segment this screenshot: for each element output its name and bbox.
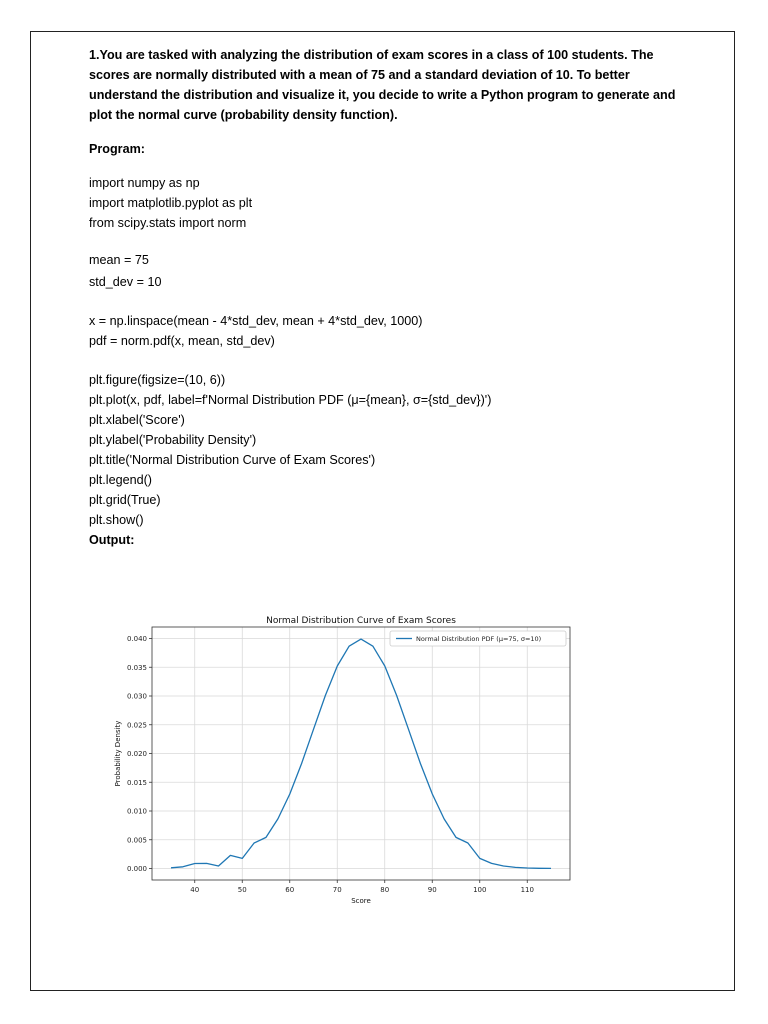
x-tick-label: 70 [332,886,342,894]
y-tick-label: 0.020 [126,750,147,758]
code-line: plt.figure(figsize=(10, 6)) [89,373,226,387]
y-tick-label: 0.005 [126,836,147,845]
code-line: import numpy as np [89,176,200,190]
x-tick-label: 110 [520,886,534,894]
y-tick-label: 0.010 [126,807,147,816]
code-line: plt.grid(True) [89,493,161,507]
x-tick-label: 60 [285,886,295,894]
code-line: from scipy.stats import norm [89,216,247,230]
y-tick-label: 0.035 [126,663,147,672]
y-axis-label: Probability Density [114,720,122,787]
code-line: plt.show() [89,513,144,527]
code-line: plt.title('Normal Distribution Curve of Exam Scores') [89,453,376,467]
y-tick-label: 0.025 [126,721,147,730]
question-text: 1.You are tasked with analyzing the distribution of exam scores in a class of 100 students. The scores are normally distributed with a mean of 75 and a standard deviation of 10. To better understand the distribution and visualize it, you decide to write a Python program to generate and plot the normal curve (probability density function). [89,48,676,122]
program-heading: Program: [89,142,145,156]
code-line: plt.legend() [89,473,153,487]
y-tick-label: 0.030 [126,692,147,701]
x-axis-label: Score [351,897,371,905]
y-tick-label: 0.015 [126,778,147,787]
x-tick-label: 80 [380,886,390,894]
code-line: mean = 75 [89,253,149,267]
x-tick-label: 40 [190,886,200,894]
code-line: plt.plot(x, pdf, label=f'Normal Distribution PDF (μ={mean}, σ={std_dev})') [89,393,492,407]
code-line: std_dev = 10 [89,275,162,289]
y-tick-label: 0.000 [126,865,147,873]
code-line: plt.ylabel('Probability Density') [89,433,257,447]
x-tick-label: 100 [473,886,487,894]
code-line: pdf = norm.pdf(x, mean, std_dev) [89,334,275,348]
normal-distribution-chart [100,605,590,910]
chart-title: Normal Distribution Curve of Exam Scores [266,616,456,626]
code-line: x = np.linspace(mean - 4*std_dev, mean + 4*std_dev, 1000) [89,314,423,328]
x-tick-label: 50 [237,886,247,894]
code-line: import matplotlib.pyplot as plt [89,196,253,210]
code-line: plt.xlabel('Score') [89,413,185,427]
x-tick-label: 90 [427,886,437,894]
legend-label: Normal Distribution PDF (μ=75, σ=10) [416,635,542,643]
output-heading: Output: [89,533,135,547]
y-tick-label: 0.040 [126,635,147,643]
